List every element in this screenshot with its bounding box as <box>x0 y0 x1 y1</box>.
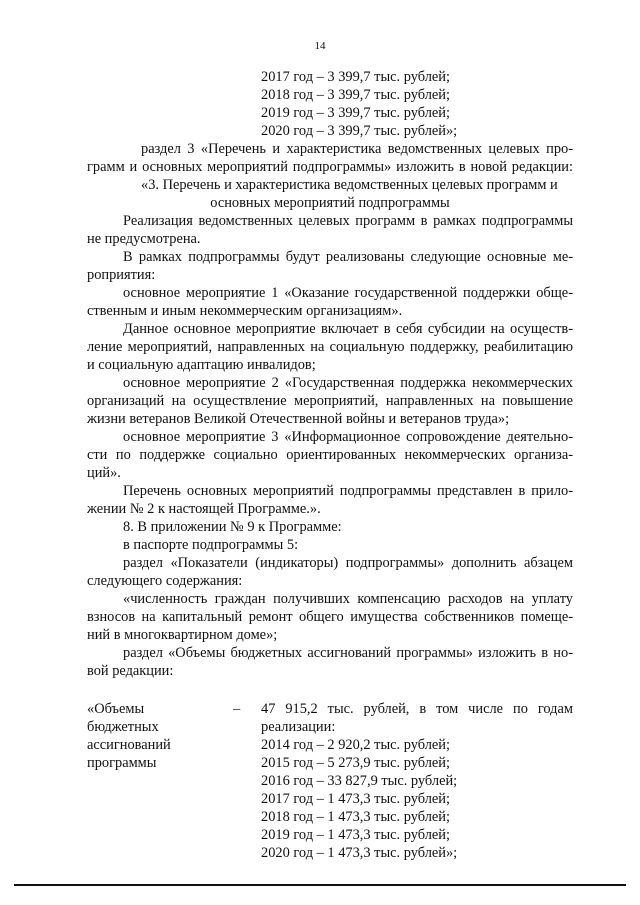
paragraph-line: не предусмотрена. <box>87 231 201 247</box>
paragraph-line: В рамках подпрограммы будут реализованы следующие основные ме- <box>123 249 573 265</box>
paragraph-line: Данное основное мероприятие включает в себя субсидии на осуществ- <box>123 321 573 337</box>
paragraph-line: основное мероприятие 3 «Информационное сопровождение деятельно- <box>123 429 573 445</box>
paragraph-line: 8. В приложении № 9 к Программе: <box>123 519 342 535</box>
passport-year-line: 2020 год – 1 473,3 тыс. рублей»; <box>261 845 458 861</box>
paragraph-line: взносов на капитальный ремонт общего имущества собственников помеще- <box>87 609 573 625</box>
passport-dash: – <box>233 701 241 717</box>
passport-year-line: 2017 год – 1 473,3 тыс. рублей; <box>261 791 450 807</box>
paragraph-line: раздел 3 «Перечень и характеристика ведомственных целевых про- <box>141 141 573 157</box>
paragraph-line: вой редакции: <box>87 663 174 679</box>
paragraph-line: раздел «Объемы бюджетных ассигнований программы» изложить в но- <box>123 645 573 661</box>
passport-total: 47 915,2 тыс. рублей, в том числе по годам <box>261 701 573 717</box>
paragraph-line: жении № 2 к настоящей Программе.». <box>87 501 321 517</box>
paragraph-line: ственным и иным некоммерческим организациям». <box>87 303 403 319</box>
paragraph-line: «численность граждан получивших компенсацию расходов на уплату <box>123 591 573 607</box>
page-number: 14 <box>314 40 326 52</box>
passport-year-line: 2018 год – 1 473,3 тыс. рублей; <box>261 809 450 825</box>
passport-total: реализации: <box>261 719 336 735</box>
paragraph-line: Перечень основных мероприятий подпрограммы представлен в прило- <box>123 483 573 499</box>
passport-year-line: 2019 год – 1 473,3 тыс. рублей; <box>261 827 450 843</box>
budget-line: 2019 год – 3 399,7 тыс. рублей; <box>261 105 450 121</box>
paragraph-line: в паспорте подпрограммы 5: <box>123 537 299 553</box>
passport-year-line: 2016 год – 33 827,9 тыс. рублей; <box>261 773 458 789</box>
passport-year-line: 2014 год – 2 920,2 тыс. рублей; <box>261 737 450 753</box>
paragraph-line: и социальную адаптацию инвалидов; <box>87 357 316 373</box>
paragraph-line: жизни ветеранов Великой Отечественной войны и ветеранов труда»; <box>87 411 510 427</box>
section-heading: «3. Перечень и характеристика ведомственных целевых программ и <box>141 177 558 193</box>
paragraph-line: основное мероприятие 2 «Государственная поддержка некоммерческих <box>123 375 573 391</box>
paragraph-line: сти по поддержке социально ориентированных некоммерческих организа- <box>87 447 573 463</box>
budget-line: 2017 год – 3 399,7 тыс. рублей; <box>261 69 450 85</box>
budget-line: 2018 год – 3 399,7 тыс. рублей; <box>261 87 450 103</box>
passport-label: бюджетных <box>87 719 159 735</box>
page-bottom-border <box>14 884 626 886</box>
paragraph-line: ление мероприятий, направленных на социальную поддержку, реабилитацию <box>87 339 573 355</box>
passport-label: ассигнований <box>87 737 171 753</box>
passport-label: «Объемы <box>87 701 145 717</box>
budget-line: 2020 год – 3 399,7 тыс. рублей»; <box>261 123 458 139</box>
paragraph-line: основное мероприятие 1 «Оказание государственной поддержки обще- <box>123 285 573 301</box>
passport-year-line: 2015 год – 5 273,9 тыс. рублей; <box>261 755 450 771</box>
paragraph-line: следующего содержания: <box>87 573 243 589</box>
section-heading: основных мероприятий подпрограммы <box>210 195 450 211</box>
paragraph-line: ний в многоквартирном доме»; <box>87 627 278 643</box>
paragraph-line: раздел «Показатели (индикаторы) подпрограммы» дополнить абзацем <box>123 555 573 571</box>
paragraph-line: грамм и основных мероприятий подпрограммы» изложить в новой редакции: <box>87 159 573 175</box>
paragraph-line: Реализация ведомственных целевых программ в рамках подпрограммы <box>123 213 573 229</box>
paragraph-line: роприятия: <box>87 267 156 283</box>
paragraph-line: ций». <box>87 465 121 481</box>
passport-label: программы <box>87 755 157 771</box>
paragraph-line: организаций на осуществление мероприятий, направленных на повышение <box>87 393 573 409</box>
